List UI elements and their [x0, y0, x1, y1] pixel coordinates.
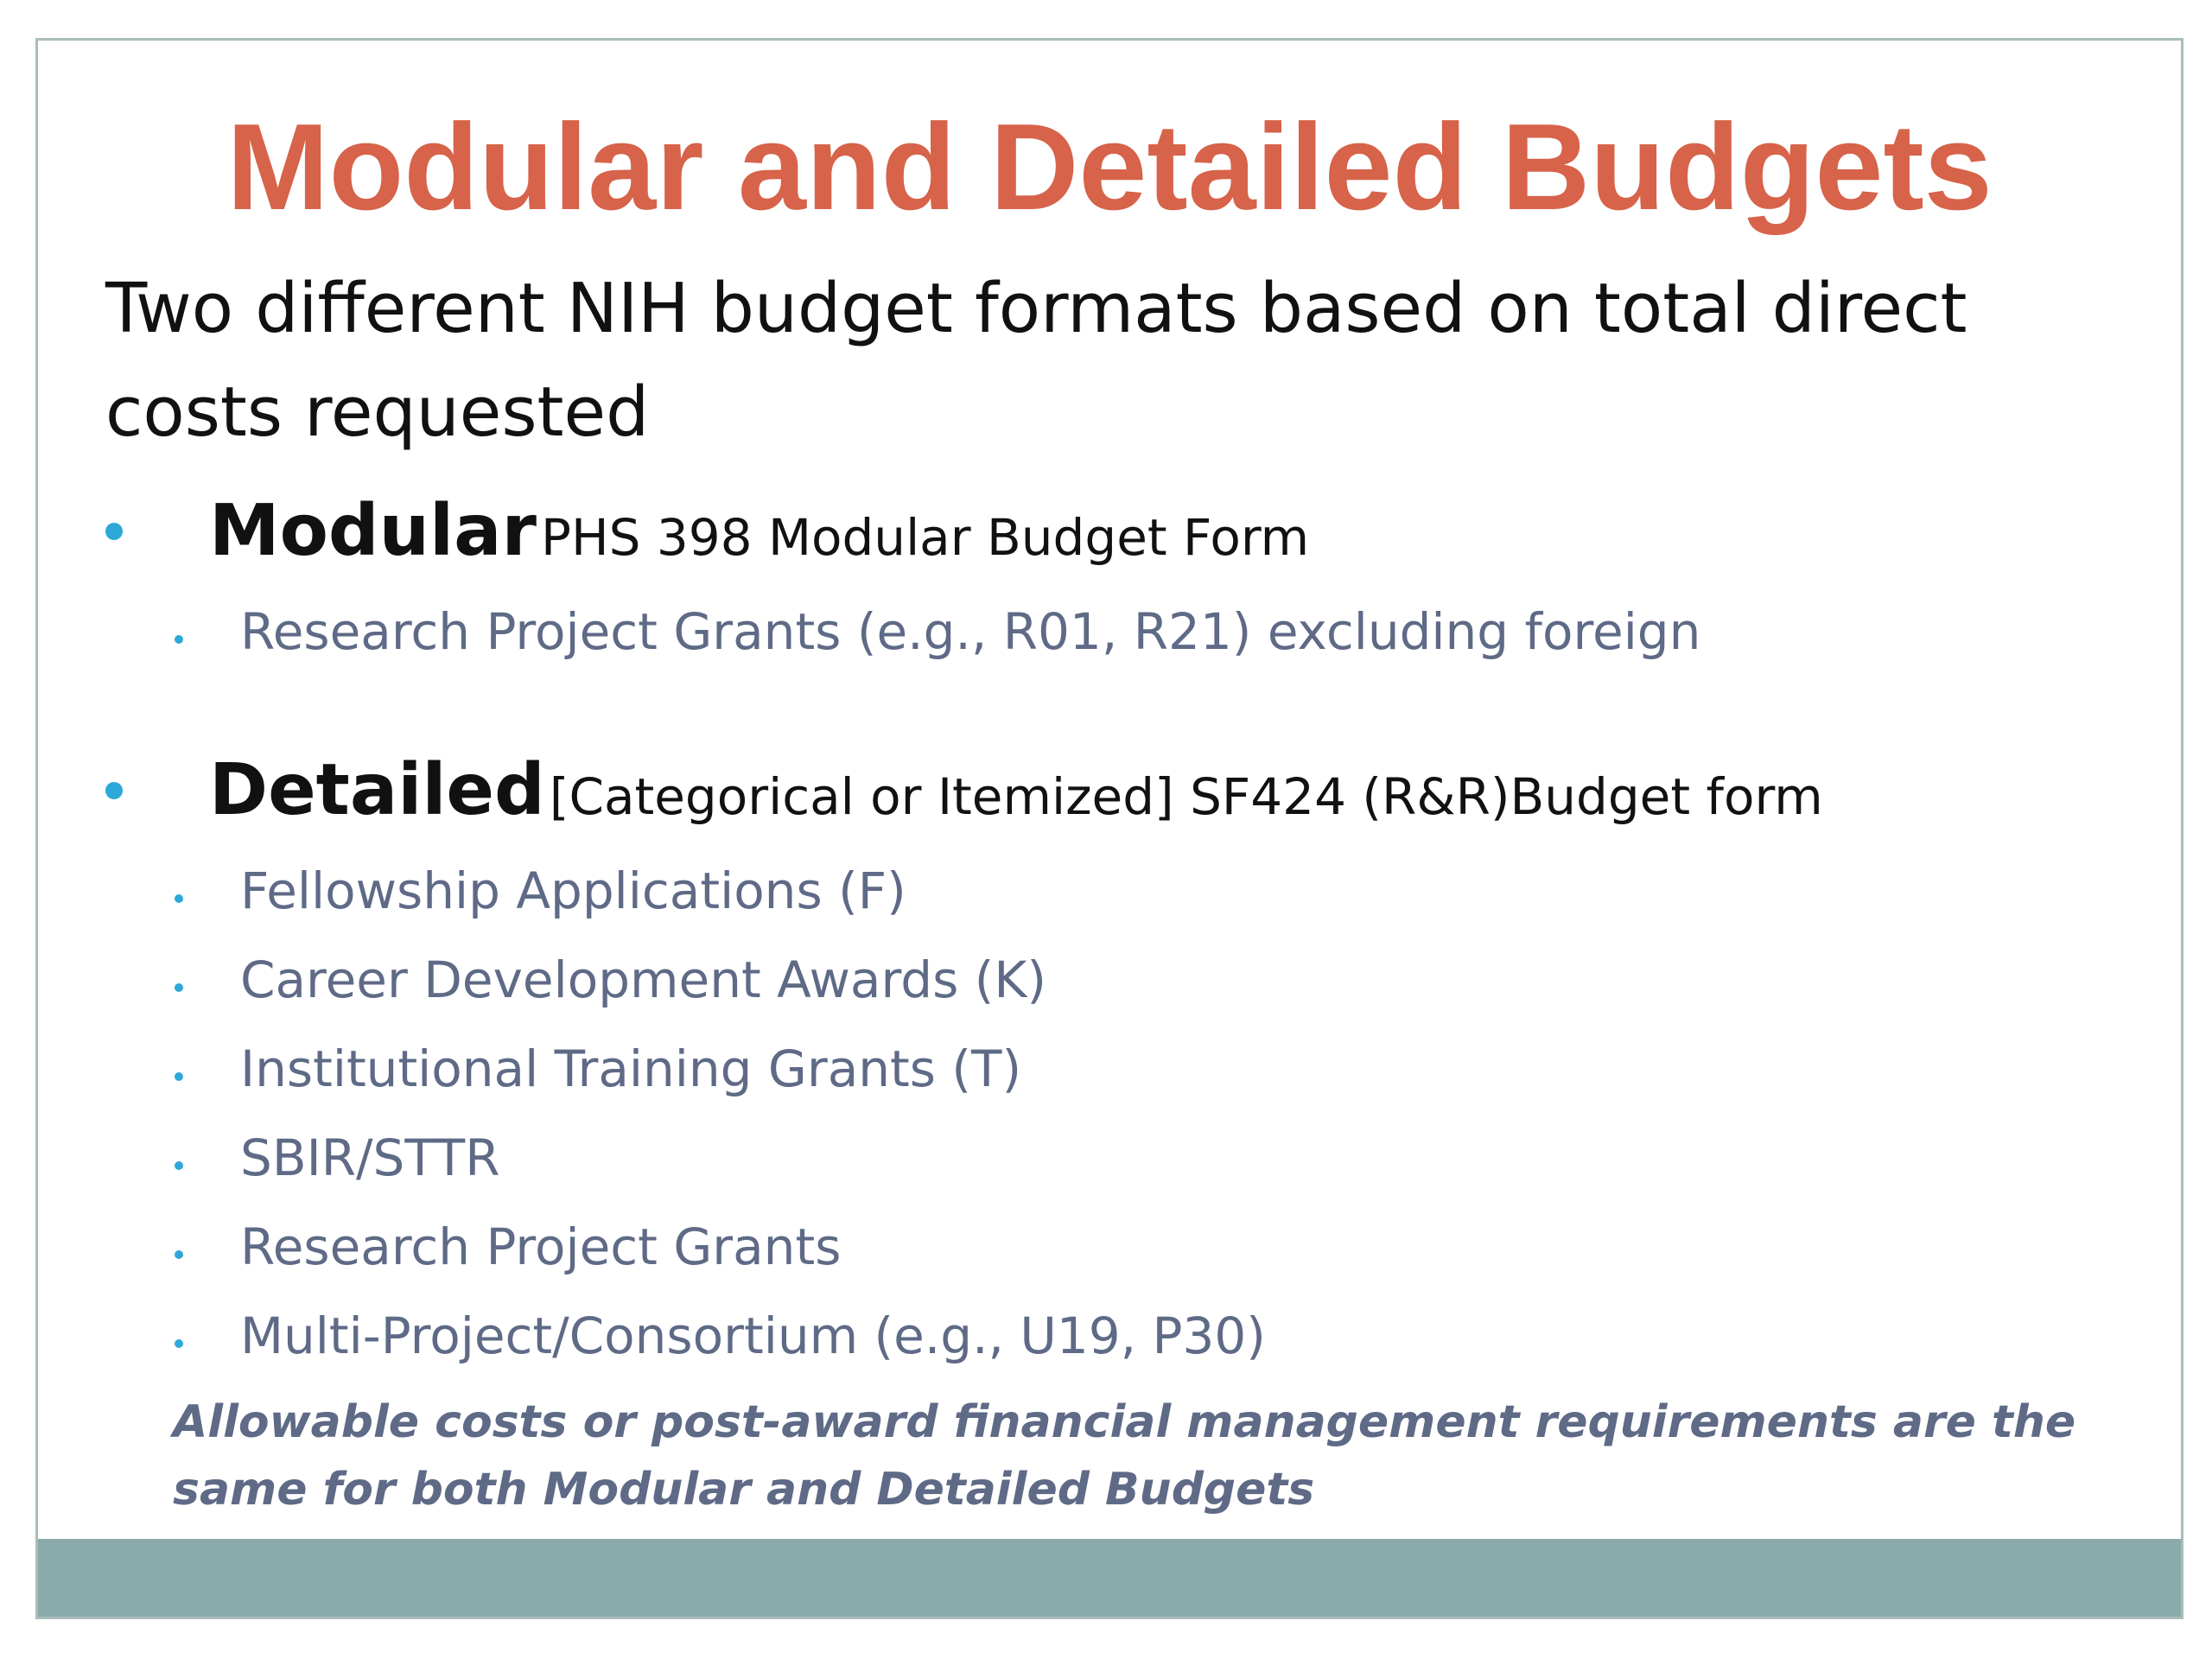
- modular-item-text: Research Project Grants (e.g., R01, R21) excluding foreign: [240, 602, 1701, 661]
- detailed-label: Detailed: [209, 749, 545, 831]
- intro-text: Two different NIH budget formats based on total direct costs requested: [105, 269, 1967, 452]
- bullet-dot-icon: [105, 782, 123, 799]
- footer-band: [38, 1539, 2181, 1617]
- sub-bullet-dot-icon: [175, 1161, 183, 1170]
- sub-bullet-dot-icon: [175, 983, 183, 992]
- bullet-dot-icon: [105, 523, 123, 540]
- detailed-form: [Categorical or Itemized] SF424 (R&R)Budget form: [549, 767, 1823, 826]
- footnote: Allowable costs or post-award financial management requirements are the same for both Modular and Detailed Budgets: [173, 1396, 2076, 1516]
- detailed-item-text: Career Development Awards (K): [240, 950, 1047, 1009]
- sub-bullet-dot-icon: [175, 1072, 183, 1081]
- bullet-modular-heading: [209, 490, 1309, 572]
- detailed-item-text: SBIR/STTR: [240, 1128, 500, 1187]
- slide-title: Modular and Detailed Budgets: [226, 99, 1993, 236]
- detailed-item-text: Fellowship Applications (F): [240, 861, 906, 920]
- sub-bullet-dot-icon: [175, 894, 183, 903]
- detailed-item-text: Multi-Project/Consortium (e.g., U19, P30): [240, 1306, 1266, 1365]
- modular-label: Modular: [209, 490, 537, 572]
- detailed-item-text: Research Project Grants: [240, 1217, 842, 1276]
- sub-bullet-dot-icon: [175, 635, 183, 644]
- modular-form: PHS 398 Modular Budget Form: [540, 508, 1310, 567]
- sub-bullet-dot-icon: [175, 1339, 183, 1348]
- sub-bullet-dot-icon: [175, 1250, 183, 1259]
- slide: [35, 38, 2183, 1619]
- detailed-item-text: Institutional Training Grants (T): [240, 1039, 1022, 1098]
- bullet-detailed-heading: [209, 749, 1823, 831]
